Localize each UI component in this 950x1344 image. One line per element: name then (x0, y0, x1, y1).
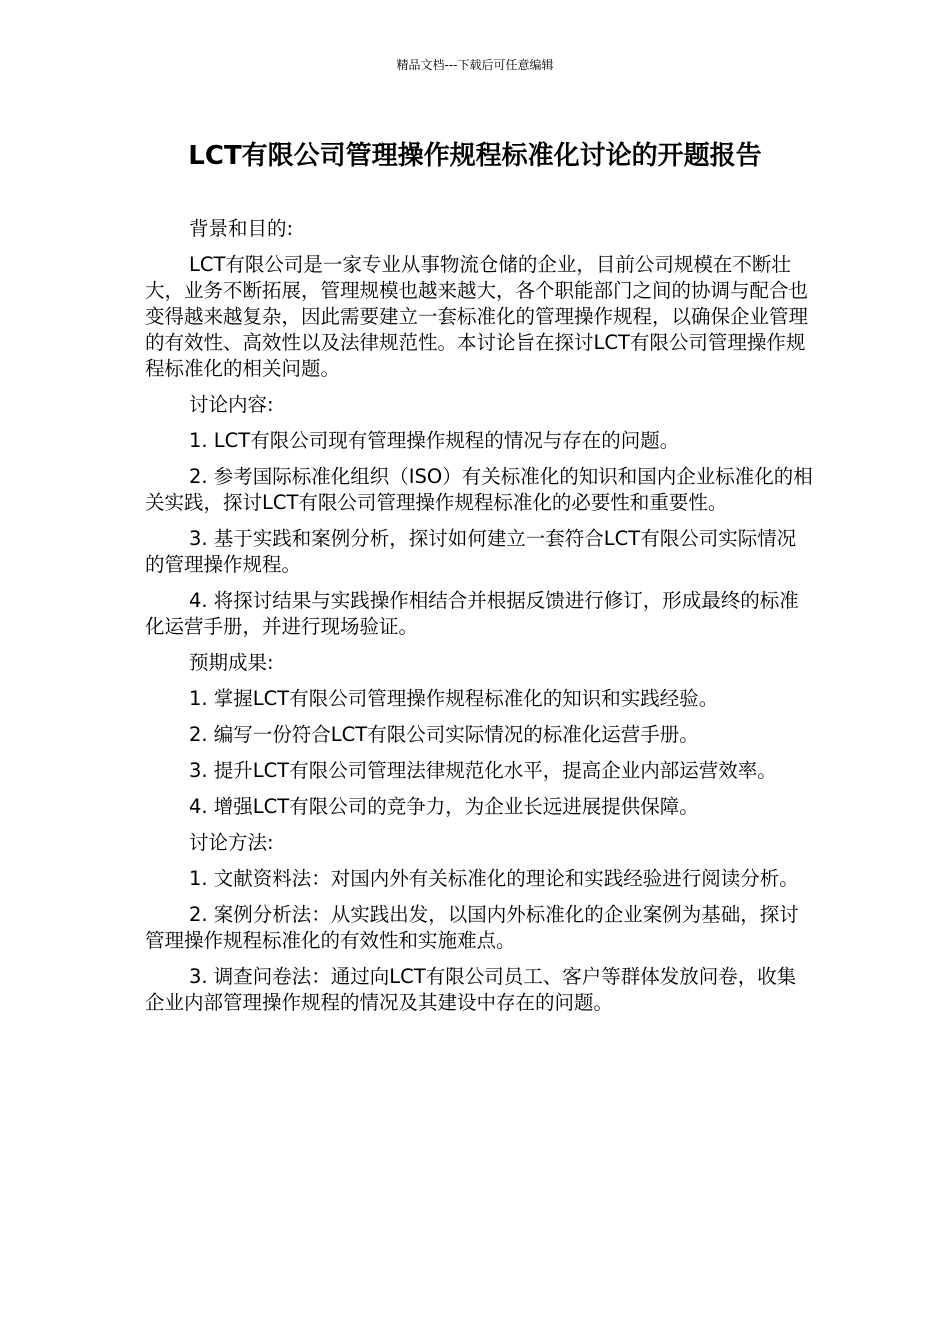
header-note: 精品文档---下载后可任意编辑 (396, 58, 554, 72)
paragraph-background: LCT有限公司是一家专业从事物流仓储的企业，目前公司规模在不断壮大，业务不断拓展，管理规模也越来越大，各个职能部门之间的协调与配合也变得越来越复杂，因此需要建立一套标准化的管理操作规程，以确保企业管理的有效性、高效性以及法律规范性。本讨论旨在探讨LCT有限公司管理操作规程标准化的相关问题。 (145, 253, 809, 380)
section-heading-methods: 讨论方法: (189, 831, 274, 854)
list-item-content-4: 4. 将探讨结果与实践操作相结合并根据反馈进行修订，形成最终的标准化运营手册，并进行现场验证。 (145, 589, 799, 638)
section-heading-content: 讨论内容: (189, 393, 274, 416)
section-heading-outcomes: 预期成果: (189, 651, 274, 674)
list-item-method-2: 2. 案例分析法：从实践出发，以国内外标准化的企业案例为基础，探讨管理操作规程标准化的有效性和实施难点。 (145, 903, 799, 952)
section-heading-background: 背景和目的: (189, 217, 294, 240)
list-item-method-1: 1. 文献资料法：对国内外有关标准化的理论和实践经验进行阅读分析。 (189, 867, 799, 890)
list-item-outcome-3: 3. 提升LCT有限公司管理法律规范化水平，提高企业内部运营效率。 (189, 759, 777, 782)
list-item-content-1: 1. LCT有限公司现有管理操作规程的情况与存在的问题。 (189, 429, 680, 452)
list-item-content-2: 2. 参考国际标准化组织（ISO）有关标准化的知识和国内企业标准化的相关实践，探讨LCT有限公司管理操作规程标准化的必要性和重要性。 (145, 465, 813, 514)
list-item-outcome-4: 4. 增强LCT有限公司的竞争力，为企业长远进展提供保障。 (189, 795, 699, 818)
document-body (145, 216, 815, 1026)
document-title: LCT有限公司管理操作规程标准化讨论的开题报告 (188, 141, 762, 171)
list-item-content-3: 3. 基于实践和案例分析，探讨如何建立一套符合LCT有限公司实际情况的管理操作规程。 (145, 527, 797, 576)
list-item-outcome-2: 2. 编写一份符合LCT有限公司实际情况的标准化运营手册。 (189, 723, 699, 746)
list-item-method-3: 3. 调查问卷法：通过向LCT有限公司员工、客户等群体发放问卷，收集企业内部管理操作规程的情况及其建设中存在的问题。 (145, 965, 797, 1014)
list-item-outcome-1: 1. 掌握LCT有限公司管理操作规程标准化的知识和实践经验。 (189, 687, 719, 710)
